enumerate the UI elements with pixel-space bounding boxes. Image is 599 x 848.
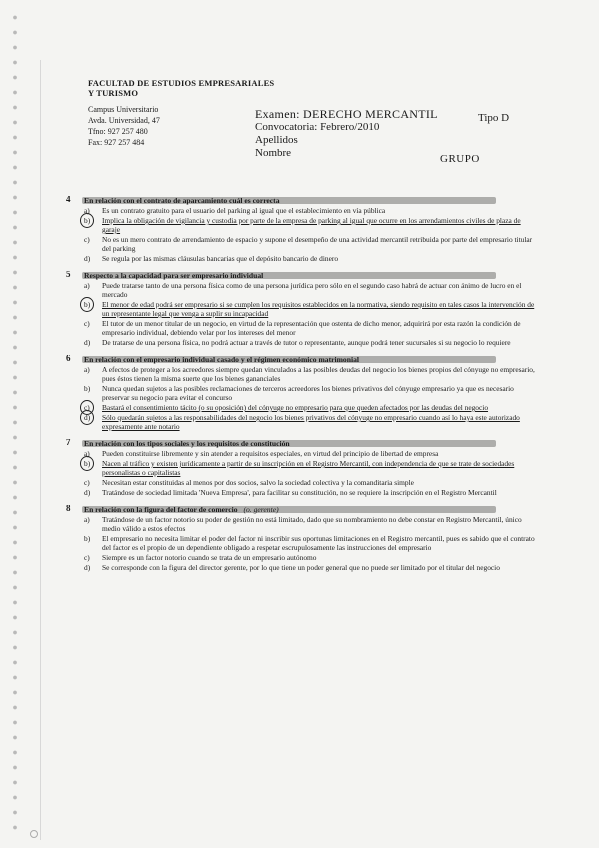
convocatoria: Convocatoria: Febrero/2010 <box>255 121 380 133</box>
question <box>66 439 536 497</box>
option-text: El empresario no necesita limitar el poder del factor ni inscribir sus oportunas limitaciones en el Registro mercantil, pues es sabido que el contrato del factor es el propio de un dependiente obligado a respetar escrupulosamente las instrucciones del empresario <box>102 534 535 552</box>
question-heading <box>66 439 536 448</box>
option-text: De tratarse de una persona física, no podrá actuar a través de tutor o representante, aunque podrá tener sucursales si su negocio lo requiere <box>102 338 511 347</box>
option-letter: c) <box>84 319 90 328</box>
answer-option[interactable] <box>66 553 536 562</box>
answer-option[interactable] <box>66 254 536 263</box>
option-text: Nunca quedan sujetos a las posibles reclamaciones de terceros acreedores los bienes privativos del cónyuge empresario ya que es necesario preservar su negocio para evitar el concurso <box>102 384 514 402</box>
answer-option[interactable] <box>66 235 536 253</box>
questions-list <box>66 196 536 580</box>
grupo-label: GRUPO <box>440 153 480 165</box>
option-letter: c) <box>84 403 90 412</box>
question-text: En relación con el contrato de aparcamiento cuál es correcta <box>84 196 280 205</box>
answer-option-marked[interactable] <box>66 403 536 412</box>
option-letter: d) <box>84 338 91 347</box>
option-letter: b) <box>84 534 91 543</box>
option-letter: c) <box>84 235 90 244</box>
option-text: Nacen al tráfico y existen jurídicamente a partir de su inscripción en el Registro Mercantil, con independencia de que se trate de sociedades personalistas o capitalistas <box>102 459 515 477</box>
option-text: Necesitan estar constituidas al menos por dos socios, salvo la sociedad colectiva y la comanditaria simple <box>102 478 414 487</box>
option-text: El tutor de un menor titular de un negocio, en virtud de la representación que ostenta de dicho menor, adquirirá por esta razón la condición de empresario individual, debiendo velar por los intereses del menor <box>102 319 521 337</box>
answer-option[interactable] <box>66 534 536 552</box>
answer-option[interactable] <box>66 563 536 572</box>
address-line: Avda. Universidad, 47 <box>88 116 160 125</box>
question <box>66 196 536 263</box>
question-text: En relación con la figura del factor de comercio <box>84 505 238 514</box>
answer-option[interactable] <box>66 478 536 487</box>
binding-holes <box>8 10 22 840</box>
answer-option[interactable] <box>66 319 536 337</box>
question-number: 4 <box>66 196 71 204</box>
nombre-label: Nombre <box>255 147 292 159</box>
option-text: Sólo quedarán sujetos a las responsabilidades del negocio los bienes privativos del cónyuge no empresario cuando así lo haya este autorizado expresamente ante notario <box>102 413 520 431</box>
answer-option[interactable] <box>66 206 536 215</box>
option-letter: c) <box>84 553 90 562</box>
option-letter: a) <box>84 515 90 524</box>
question-heading <box>66 355 536 364</box>
question <box>66 505 536 572</box>
option-letter: d) <box>84 254 91 263</box>
option-letter: a) <box>84 365 90 374</box>
question <box>66 271 536 347</box>
institution-block <box>88 78 278 148</box>
answer-option[interactable] <box>66 281 536 299</box>
question <box>66 355 536 431</box>
answer-option-marked[interactable] <box>66 300 536 318</box>
option-text: Se corresponde con la figura del director gerente, por lo que tiene un poder general que no puede ser limitado por el titular del negocio <box>102 563 500 572</box>
question-number: 7 <box>66 439 71 447</box>
option-letter: d) <box>84 563 91 572</box>
option-text: Puede tratarse tanto de una persona física como de una persona jurídica pero sólo en el segundo caso habrá de actuar con ánimo de lucro en el mercado <box>102 281 522 299</box>
option-text: El menor de edad podrá ser empresario si se cumplen los requisitos establecidos en la normativa, siendo requisito en tales casos la intervención de un representante legal que venga a suplir su incapacidad <box>102 300 535 318</box>
exam-title: Examen: DERECHO MERCANTIL <box>255 107 438 121</box>
question-heading <box>66 505 536 514</box>
phone: Tfno: 927 257 480 <box>88 127 148 136</box>
option-text: Se regula por las mismas cláusulas bancarias que el depósito bancario de dinero <box>102 254 339 263</box>
option-text: Es un contrato gratuito para el usuario del parking al igual que el establecimiento en vía pública <box>102 206 386 215</box>
answer-option[interactable] <box>66 515 536 533</box>
question-number: 5 <box>66 271 71 279</box>
option-letter: c) <box>84 478 90 487</box>
option-text: Pueden constituirse libremente y sin atender a requisitos especiales, en virtud del principio de libertad de empresa <box>102 449 439 458</box>
apellidos-label: Apellidos <box>255 134 298 146</box>
question-text: En relación con los tipos sociales y los requisitos de constitución <box>84 439 290 448</box>
margin-line <box>40 60 41 840</box>
exam-type: Tipo D <box>478 112 510 124</box>
option-text: Bastará el consentimiento tácito (o su oposición) del cónyuge no empresario para que queden afectados por las deudas del negocio <box>102 403 489 412</box>
option-text: Implica la obligación de vigilancia y custodia por parte de la empresa de parking al igual que ocurre en los arrendamientos civiles de plaza de garaje <box>102 216 521 234</box>
question-text: Respecto a la capacidad para ser empresario individual <box>84 271 264 280</box>
answer-option-marked[interactable] <box>66 459 536 477</box>
question-text: En relación con el empresario individual casado y el régimen económico matrimonial <box>84 355 359 364</box>
option-letter: a) <box>84 206 90 215</box>
punch-mark <box>30 830 38 838</box>
answer-option-marked[interactable] <box>66 413 536 431</box>
option-text: Tratándose de sociedad limitada 'Nueva Empresa', para facilitar su constitución, no se requiere la inscripción en el Registro Mercantil <box>102 488 497 497</box>
answer-option[interactable] <box>66 449 536 458</box>
answer-option[interactable] <box>66 338 536 347</box>
institution-name: FACULTAD DE ESTUDIOS EMPRESARIALES <box>88 78 275 88</box>
answer-option[interactable] <box>66 384 536 402</box>
option-letter: b) <box>84 216 91 225</box>
option-letter: b) <box>84 384 91 393</box>
option-text: Siempre es un factor notorio cuando se trata de un empresario autónomo <box>102 553 317 562</box>
option-text: Tratándose de un factor notorio su poder de gestión no está limitado, dado que su nombramiento no debe constar en Registro Mercantil, único medio válido a estos efectos <box>102 515 522 533</box>
option-text: A efectos de proteger a los acreedores siempre quedan vinculados a las posibles deudas del negocio los bienes propios del cónyuge no empresario, pues éstos tienen la misma suerte que los bienes gananciales <box>102 365 535 383</box>
option-letter: d) <box>84 413 91 422</box>
question-heading <box>66 196 536 205</box>
question-number: 8 <box>66 505 71 513</box>
option-letter: d) <box>84 488 91 497</box>
institution-name-line2: Y TURISMO <box>88 88 139 98</box>
answer-option[interactable] <box>66 488 536 497</box>
option-letter: a) <box>84 281 90 290</box>
answer-option-marked[interactable] <box>66 216 536 234</box>
answer-option[interactable] <box>66 365 536 383</box>
option-letter: b) <box>84 300 91 309</box>
fax: Fax: 927 257 484 <box>88 138 145 147</box>
option-text: No es un mero contrato de arrendamiento de espacio y supone el desempeño de una actividad mercantil retribuida por parte del empresario titular del parking <box>102 235 533 253</box>
question-number: 6 <box>66 355 71 363</box>
question-heading <box>66 271 536 280</box>
address-line: Campus Universitario <box>88 105 159 114</box>
option-letter: b) <box>84 459 91 468</box>
option-letter: a) <box>84 449 90 458</box>
handwritten-note: (o. gerente) <box>243 505 279 514</box>
